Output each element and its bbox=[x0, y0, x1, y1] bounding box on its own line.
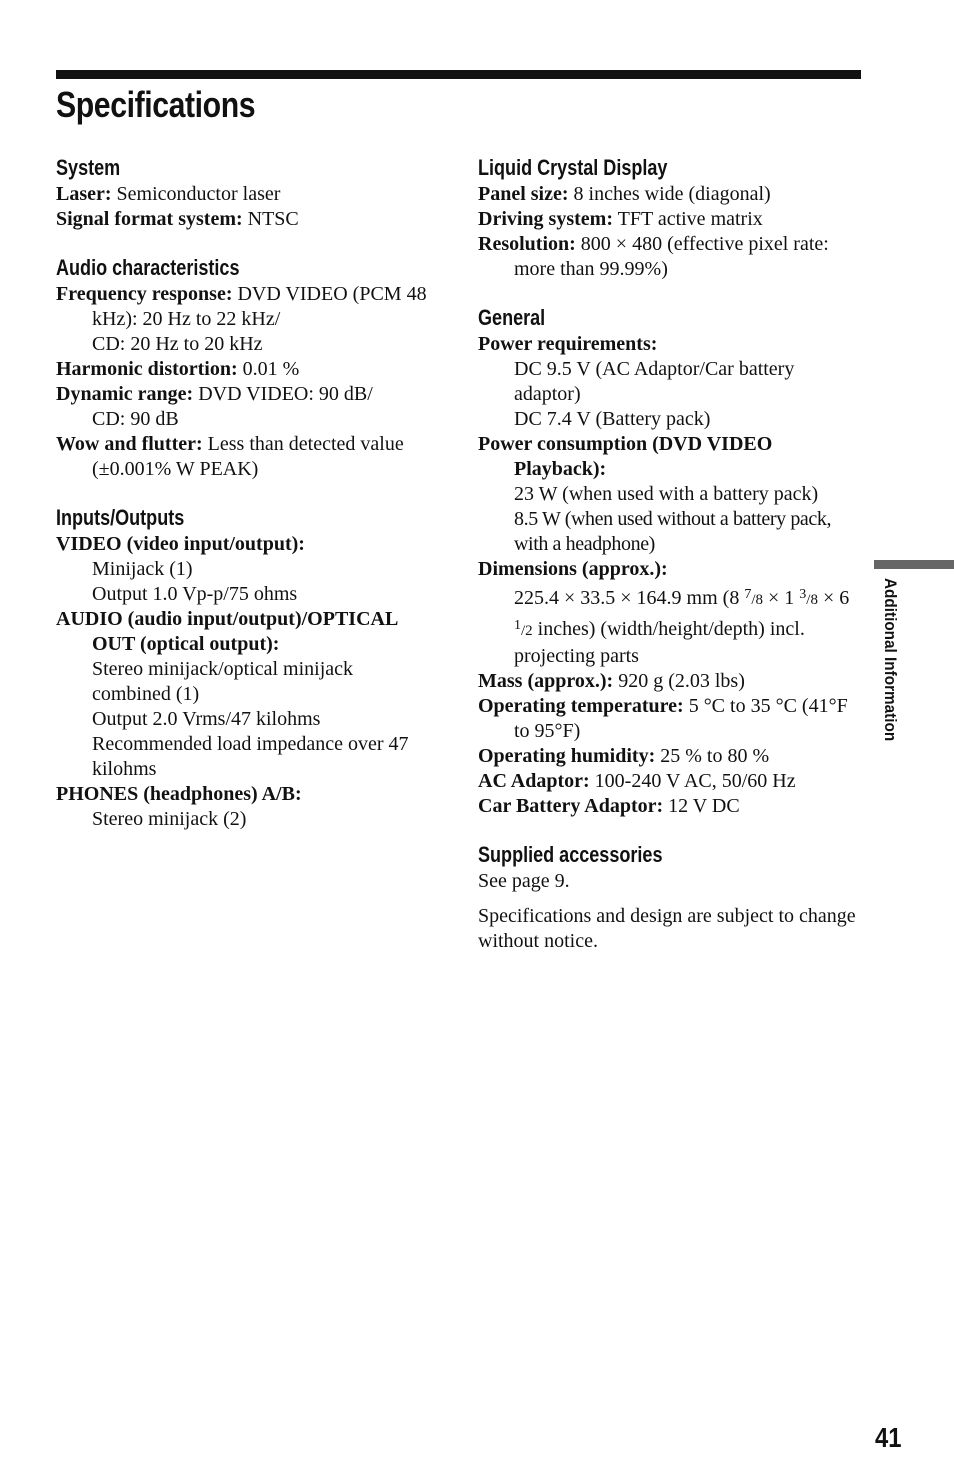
spec-video-line: Minijack (1) bbox=[92, 558, 193, 580]
page-number: 41 bbox=[875, 1422, 902, 1453]
section-accessories bbox=[478, 841, 864, 954]
section-heading: General bbox=[478, 305, 546, 330]
spec-consumption-line: 23 W (when used with a battery pack) bbox=[514, 483, 819, 505]
spec-ac-adaptor: AC Adaptor: 100-240 V AC, 50/60 Hz bbox=[478, 770, 796, 792]
spec-signal-format: Signal format system: NTSC bbox=[56, 208, 299, 230]
section-heading: Inputs/Outputs bbox=[56, 505, 185, 530]
spec-phones-line: Stereo minijack (2) bbox=[92, 808, 247, 830]
change-notice: Specifications and design are subject to change without notice. bbox=[478, 905, 856, 952]
side-tab-label: Additional Information bbox=[881, 578, 900, 742]
spec-dimensions-label: Dimensions (approx.): bbox=[478, 558, 668, 580]
section-heading: Liquid Crystal Display bbox=[478, 155, 668, 180]
spec-dynamic-range: Dynamic range: DVD VIDEO: 90 dB/ bbox=[56, 383, 373, 405]
spec-audio-line: Recommended load impedance over 47 kilohms bbox=[92, 733, 409, 780]
section-lcd bbox=[478, 154, 864, 282]
spec-panel-size: Panel size: 8 inches wide (diagonal) bbox=[478, 183, 771, 205]
spec-audio-line: Stereo minijack/optical minijack combined (1) bbox=[92, 658, 354, 705]
spec-frequency-response: Frequency response: DVD VIDEO (PCM 48 kHz): 20 Hz to 22 kHz/ bbox=[56, 283, 427, 330]
spec-wow-flutter: Wow and flutter: Less than detected value (±0.001% W PEAK) bbox=[56, 433, 404, 480]
section-heading: System bbox=[56, 155, 121, 180]
section-audio bbox=[56, 254, 436, 482]
spec-operating-temperature: Operating temperature: 5 °C to 35 °C (41°F to 95°F) bbox=[478, 695, 848, 742]
section-heading: Audio characteristics bbox=[56, 255, 240, 280]
spec-audio-line: Output 2.0 Vrms/47 kilohms bbox=[92, 708, 321, 730]
spec-resolution: Resolution: 800 × 480 (effective pixel rate: more than 99.99%) bbox=[478, 233, 829, 280]
spec-car-battery-adaptor: Car Battery Adaptor: 12 V DC bbox=[478, 795, 740, 817]
section-general bbox=[478, 304, 864, 819]
spec-dimensions-value: 225.4 × 33.5 × 164.9 mm (8 $^7$/8 × 1 $^3$/8 × 6 $^1$/2 inches) (width/height/depth) incl. projecting parts bbox=[514, 587, 850, 667]
accessories-see-page: See page 9. bbox=[478, 870, 570, 892]
spec-frequency-cd: CD: 20 Hz to 20 kHz bbox=[92, 333, 263, 355]
spec-operating-humidity: Operating humidity: 25 % to 80 % bbox=[478, 745, 770, 767]
spec-consumption-line: 8.5 W (when used without a battery pack, with a headphone) bbox=[514, 508, 832, 555]
side-tab-bar bbox=[874, 560, 954, 569]
spec-video-label: VIDEO (video input/output): bbox=[56, 533, 305, 555]
spec-power-label: Power requirements: bbox=[478, 333, 658, 355]
right-column bbox=[478, 154, 864, 976]
spec-mass: Mass (approx.): 920 g (2.03 lbs) bbox=[478, 670, 745, 692]
spec-phones-label: PHONES (headphones) A/B: bbox=[56, 783, 302, 805]
spec-power-line: DC 7.4 V (Battery pack) bbox=[514, 408, 711, 430]
left-column bbox=[56, 154, 436, 854]
spec-harmonic-distortion: Harmonic distortion: 0.01 % bbox=[56, 358, 300, 380]
spec-audio-label: AUDIO (audio input/output)/OPTICAL OUT (optical output): bbox=[56, 608, 398, 655]
section-inputs-outputs bbox=[56, 504, 436, 832]
spec-video-line: Output 1.0 Vp-p/75 ohms bbox=[92, 583, 298, 605]
spec-consumption-label: Power consumption (DVD VIDEO Playback): bbox=[478, 433, 773, 480]
spec-dynamic-cd: CD: 90 dB bbox=[92, 408, 179, 430]
title-rule bbox=[56, 70, 861, 79]
page-title: Specifications bbox=[56, 84, 256, 125]
spec-laser: Laser: Semiconductor laser bbox=[56, 183, 281, 205]
spec-driving-system: Driving system: TFT active matrix bbox=[478, 208, 763, 230]
spec-power-line: DC 9.5 V (AC Adaptor/Car battery adaptor) bbox=[514, 358, 795, 405]
section-heading: Supplied accessories bbox=[478, 842, 663, 867]
section-system bbox=[56, 154, 436, 232]
